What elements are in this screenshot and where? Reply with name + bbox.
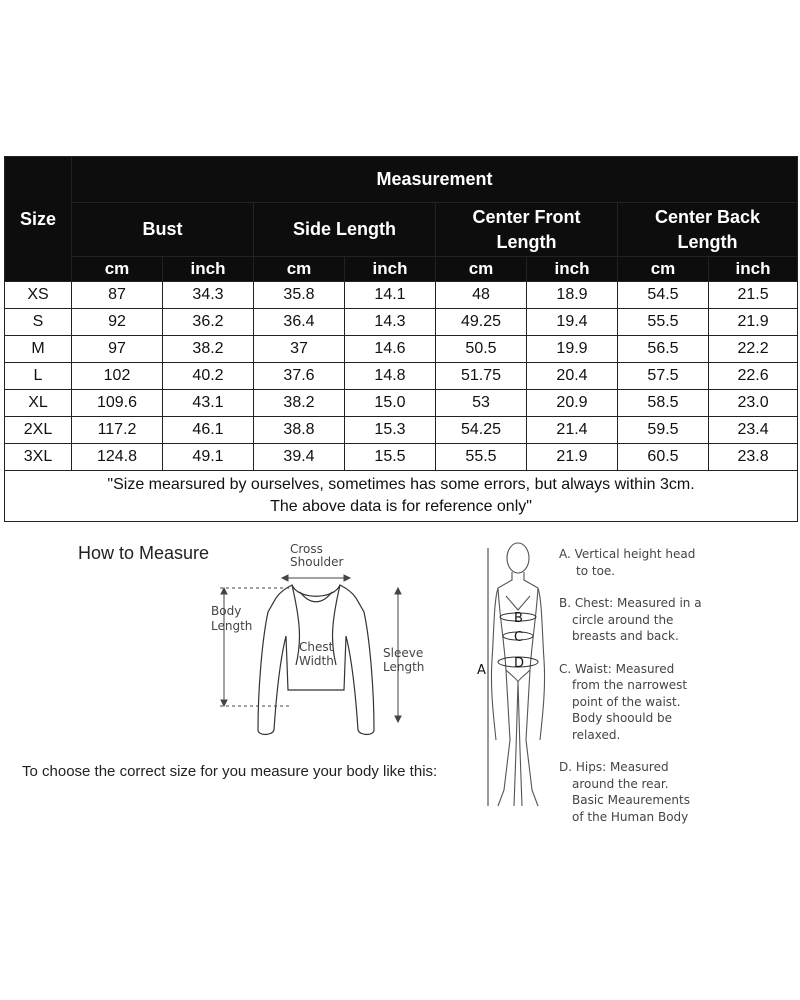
- unit-header: inch: [163, 257, 254, 282]
- note-line: around the rear.: [572, 776, 669, 791]
- size-cell: XS: [5, 282, 72, 309]
- how-to-measure-title: How to Measure: [78, 543, 210, 563]
- table-cell: 58.5: [618, 390, 709, 417]
- table-cell: 21.9: [709, 309, 798, 336]
- body-length-label: Body: [211, 604, 242, 618]
- marker-b: B: [514, 611, 523, 626]
- table-cell: 55.5: [618, 309, 709, 336]
- table-cell: 23.4: [709, 417, 798, 444]
- unit-header: inch: [527, 257, 618, 282]
- unit-header: inch: [709, 257, 798, 282]
- table-cell: 38.2: [254, 390, 345, 417]
- marker-d: D: [514, 656, 525, 671]
- note-line: of the Human Body: [572, 809, 689, 824]
- size-cell: 3XL: [5, 444, 72, 471]
- table-cell: 39.4: [254, 444, 345, 471]
- size-header: Size: [5, 157, 72, 282]
- table-cell: 48: [436, 282, 527, 309]
- size-chart-table: [4, 156, 798, 522]
- table-cell: 15.3: [345, 417, 436, 444]
- size-table-body: [5, 282, 798, 471]
- note-line: breasts and back.: [572, 629, 679, 643]
- table-cell: 37: [254, 336, 345, 363]
- sleeve-length-label: Sleeve: [383, 646, 424, 660]
- table-cell: 117.2: [72, 417, 163, 444]
- group-header-center-back-length: Center Back Length: [618, 203, 798, 257]
- note-line: B. Chest: Measured in a: [559, 596, 702, 610]
- table-cell: 23.0: [709, 390, 798, 417]
- size-cell: L: [5, 363, 72, 390]
- note-line: C. Waist: Measured: [559, 661, 675, 676]
- note-line: from the narrowest: [572, 678, 688, 692]
- table-cell: 59.5: [618, 417, 709, 444]
- table-cell: 51.75: [436, 363, 527, 390]
- group-header-side-length: Side Length: [254, 203, 436, 257]
- table-cell: 19.9: [527, 336, 618, 363]
- table-cell: 22.6: [709, 363, 798, 390]
- chest-width-label: Chest: [299, 640, 334, 654]
- note-line: to toe.: [576, 563, 616, 578]
- note-line: A. Vertical height head: [559, 547, 696, 561]
- unit-header: cm: [436, 257, 527, 282]
- table-row: [5, 309, 798, 336]
- table-cell: 23.8: [709, 444, 798, 471]
- table-cell: 49.1: [163, 444, 254, 471]
- size-cell: M: [5, 336, 72, 363]
- marker-c: C: [514, 630, 524, 645]
- body-figure: [491, 543, 544, 806]
- table-cell: 92: [72, 309, 163, 336]
- table-cell: 14.1: [345, 282, 436, 309]
- table-cell: 34.3: [163, 282, 254, 309]
- table-cell: 36.4: [254, 309, 345, 336]
- table-cell: 40.2: [163, 363, 254, 390]
- note-b: [559, 595, 799, 645]
- table-row: [5, 444, 798, 471]
- note-line: Body shoould be: [572, 711, 673, 725]
- table-cell: 49.25: [436, 309, 527, 336]
- note-line-1: "Size mearsured by ourselves, sometimes has some errors, but always within 3cm.: [107, 476, 695, 493]
- table-cell: 14.3: [345, 309, 436, 336]
- table-cell: 54.5: [618, 282, 709, 309]
- table-cell: 22.2: [709, 336, 798, 363]
- table-cell: 36.2: [163, 309, 254, 336]
- size-cell: 2XL: [5, 417, 72, 444]
- table-cell: 15.0: [345, 390, 436, 417]
- table-cell: 53: [436, 390, 527, 417]
- size-cell: XL: [5, 390, 72, 417]
- table-row: [5, 417, 798, 444]
- chest-width-label: Width: [299, 654, 334, 668]
- table-cell: 20.4: [527, 363, 618, 390]
- table-cell: 14.8: [345, 363, 436, 390]
- table-cell: 43.1: [163, 390, 254, 417]
- note-line: circle around the: [572, 612, 674, 627]
- table-cell: 15.5: [345, 444, 436, 471]
- table-cell: 18.9: [527, 282, 618, 309]
- table-cell: 38.2: [163, 336, 254, 363]
- table-cell: 109.6: [72, 390, 163, 417]
- table-cell: 55.5: [436, 444, 527, 471]
- table-cell: 60.5: [618, 444, 709, 471]
- table-cell: 56.5: [618, 336, 709, 363]
- garment-labels: [211, 542, 424, 674]
- table-cell: 20.9: [527, 390, 618, 417]
- unit-header: cm: [254, 257, 345, 282]
- group-header-center-front-length: Center Front Length: [436, 203, 618, 257]
- table-row: [5, 282, 798, 309]
- table-row: [5, 390, 798, 417]
- table-cell: 38.8: [254, 417, 345, 444]
- size-cell: S: [5, 309, 72, 336]
- table-cell: 19.4: [527, 309, 618, 336]
- marker-a: A: [477, 663, 486, 678]
- note-line: Basic Meaurements: [572, 793, 690, 807]
- table-cell: 57.5: [618, 363, 709, 390]
- table-cell: 14.6: [345, 336, 436, 363]
- choose-size-instruction: To choose the correct size for you measure your body like this:: [22, 763, 438, 780]
- cross-shoulder-label: Shoulder: [290, 555, 344, 569]
- table-cell: 124.8: [72, 444, 163, 471]
- measurement-header: Measurement: [72, 157, 798, 203]
- unit-header: cm: [618, 257, 709, 282]
- table-cell: 102: [72, 363, 163, 390]
- body-length-label: Length: [211, 619, 253, 633]
- table-cell: 97: [72, 336, 163, 363]
- note-c: [559, 661, 799, 744]
- unit-header: inch: [345, 257, 436, 282]
- table-cell: 37.6: [254, 363, 345, 390]
- table-cell: 54.25: [436, 417, 527, 444]
- table-cell: 21.5: [709, 282, 798, 309]
- table-cell: 35.8: [254, 282, 345, 309]
- table-cell: 87: [72, 282, 163, 309]
- table-cell: 46.1: [163, 417, 254, 444]
- table-cell: 21.9: [527, 444, 618, 471]
- note-line: point of the waist.: [572, 694, 681, 709]
- cross-shoulder-label: Cross: [290, 542, 323, 556]
- table-row: [5, 336, 798, 363]
- group-header-bust: Bust: [72, 203, 254, 257]
- note-line: D. Hips: Measured: [559, 760, 669, 774]
- unit-header: cm: [72, 257, 163, 282]
- note-line: relaxed.: [572, 727, 621, 742]
- reference-note: [5, 471, 798, 522]
- note-a: [559, 546, 799, 579]
- sleeve-length-label: Length: [383, 660, 425, 674]
- table-cell: 21.4: [527, 417, 618, 444]
- note-d: [559, 759, 799, 825]
- table-row: [5, 363, 798, 390]
- measurement-notes: [559, 546, 799, 841]
- note-line-2: The above data is for reference only": [270, 498, 532, 515]
- table-cell: 50.5: [436, 336, 527, 363]
